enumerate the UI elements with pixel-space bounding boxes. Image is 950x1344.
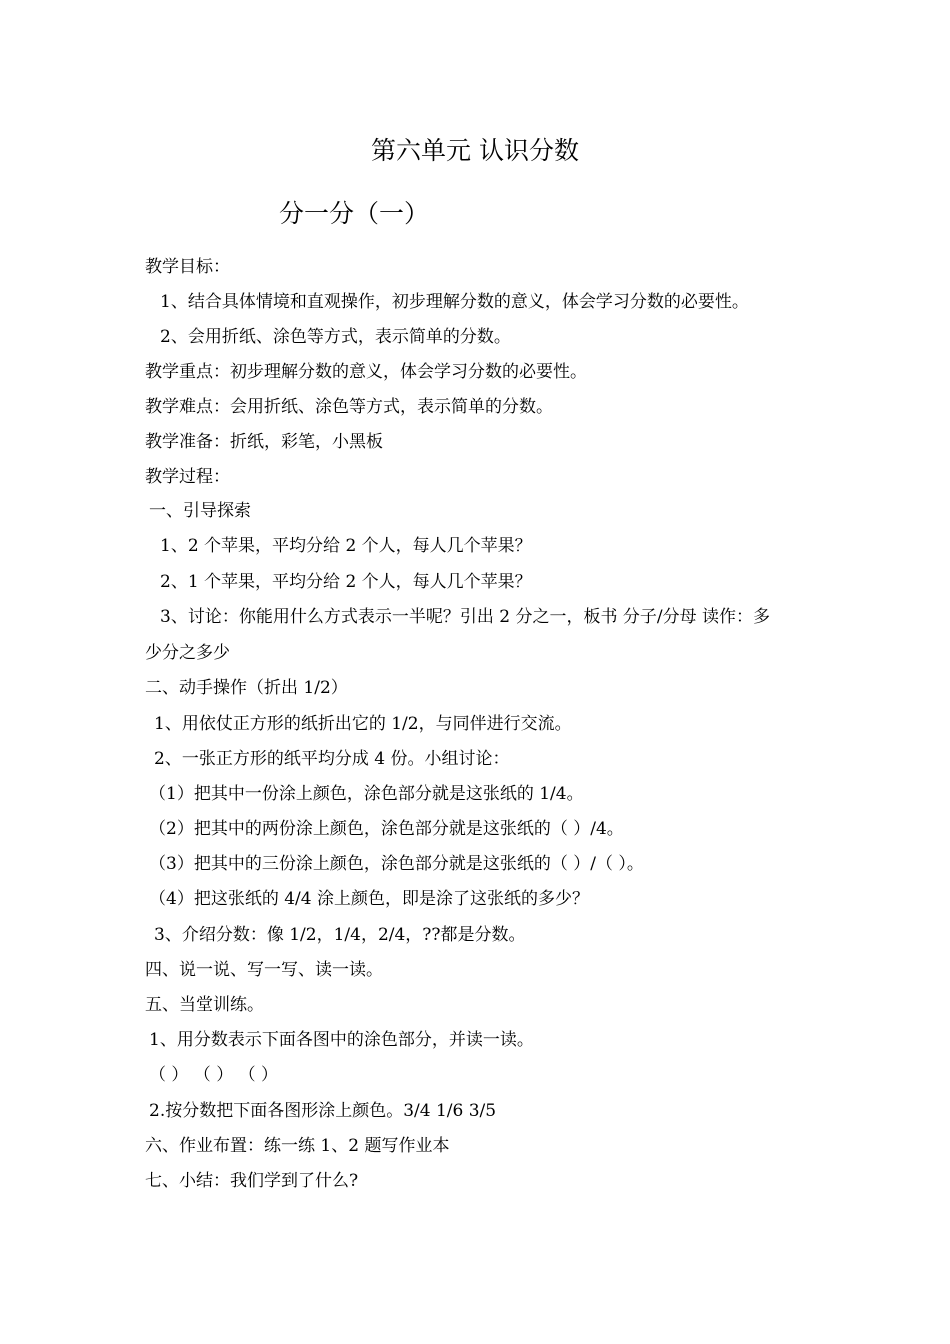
step-item-continuation: 少分之多少 — [145, 643, 230, 663]
step-item: 1、2 个苹果，平均分给 2 个人，每人几个苹果？ — [160, 536, 532, 556]
key-point-line: 教学重点：初步理解分数的意义，体会学习分数的必要性。 — [145, 362, 587, 382]
step-heading: 二、动手操作（折出 1/2） — [145, 678, 348, 698]
step-heading: 五、当堂训练。 — [145, 995, 264, 1015]
step-item: 2、1 个苹果，平均分给 2 个人，每人几个苹果？ — [160, 572, 532, 592]
objective-item: 1、结合具体情境和直观操作，初步理解分数的意义，体会学习分数的必要性。 — [160, 292, 749, 312]
section-heading-process: 教学过程： — [145, 467, 230, 487]
sub-step-item: （4）把这张纸的 4/4 涂上颜色，即是涂了这张纸的多少？ — [149, 889, 589, 909]
step-item: 2、一张正方形的纸平均分成 4 份。小组讨论： — [154, 749, 510, 769]
document-subtitle: 分一分（一） — [279, 199, 430, 228]
document-title: 第六单元 认识分数 — [371, 136, 579, 165]
sub-step-item: （3）把其中的三份涂上颜色，涂色部分就是这张纸的（ ）/（ ）。 — [149, 854, 644, 874]
step-heading: 四、说一说、写一写、读一读。 — [145, 960, 383, 980]
sub-step-item: （2）把其中的两份涂上颜色，涂色部分就是这张纸的（ ）/4。 — [149, 819, 624, 839]
difficulty-line: 教学难点：会用折纸、涂色等方式，表示简单的分数。 — [145, 397, 553, 417]
exercise-item: 2.按分数把下面各图形涂上颜色。3/4 1/6 3/5 — [149, 1101, 497, 1121]
homework-line: 六、作业布置：练一练 1、2 题写作业本 — [145, 1136, 450, 1156]
section-heading-objectives: 教学目标： — [145, 257, 230, 277]
step-heading: 一、引导探索 — [149, 501, 251, 521]
step-item: 1、用依仗正方形的纸折出它的 1/2，与同伴进行交流。 — [154, 714, 572, 734]
sub-step-item: （1）把其中一份涂上颜色，涂色部分就是这张纸的 1/4。 — [149, 784, 584, 804]
step-item: 3、介绍分数：像 1/2，1/4，2/4，??都是分数。 — [154, 925, 526, 945]
exercise-item: 1、用分数表示下面各图中的涂色部分，并读一读。 — [149, 1030, 534, 1050]
objective-item: 2、会用折纸、涂色等方式，表示简单的分数。 — [160, 327, 511, 347]
preparation-line: 教学准备：折纸，彩笔，小黑板 — [145, 432, 383, 452]
summary-line: 七、小结：我们学到了什么? — [145, 1171, 359, 1191]
step-item: 3、讨论：你能用什么方式表示一半呢？引出 2 分之一，板书 分子/分母 读作：多 — [160, 607, 770, 627]
answer-blanks: （ ） （ ） （ ） — [149, 1065, 279, 1085]
